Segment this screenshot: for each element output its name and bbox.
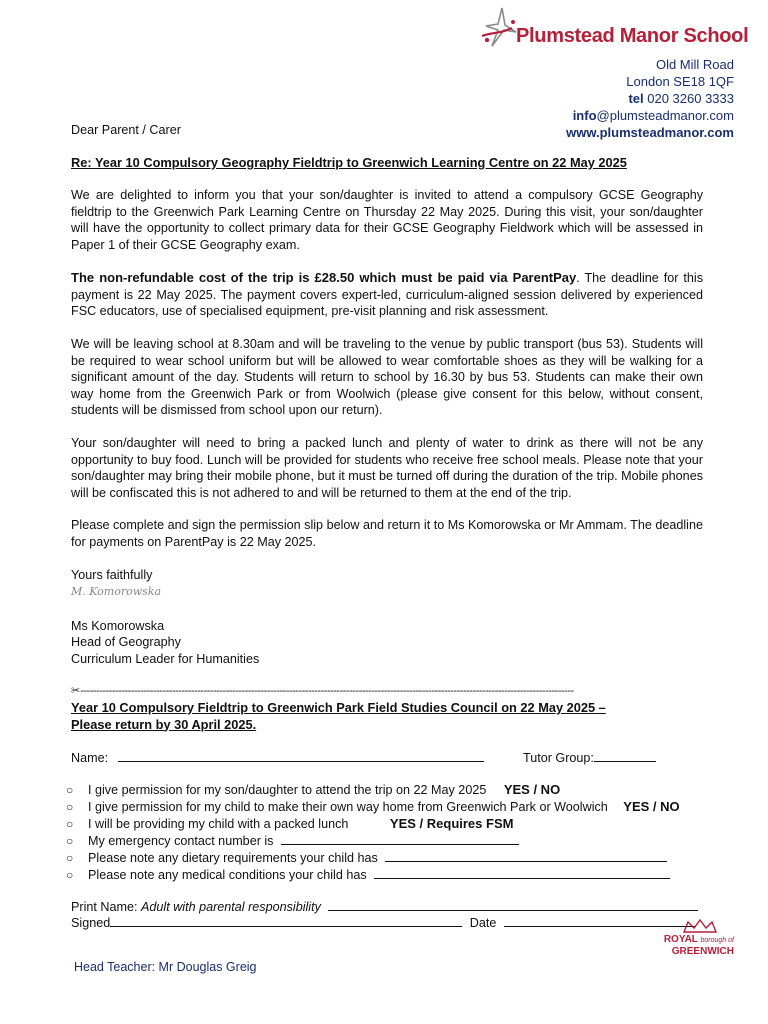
print-name-label: Print Name: — [71, 900, 138, 914]
checkbox-circle-icon[interactable]: ○ — [66, 783, 74, 797]
royal-text: ROYAL — [663, 934, 698, 945]
permission-text: I give permission for my son/daughter to attend the trip on 22 May 2025 — [88, 783, 487, 797]
emergency-contact-label: My emergency contact number is — [88, 834, 274, 848]
dietary-field[interactable] — [385, 850, 667, 862]
paragraph-intro: We are delighted to inform you that your son/daughter is invited to attend a compulsory GCSE Geography fieldtrip to the Greenwich Park Learning Centre on Thursday 22 May 2025. During this visit, your son/daughter will have the opportunity to collect primary data for their GCSE Geography Fieldwork which will be assessed in Paper 1 of their GCSE Geography exam. — [71, 188, 703, 252]
email-link[interactable] — [573, 108, 734, 123]
yes-no-option[interactable]: YES / NO — [503, 782, 561, 797]
medical-label: Please note any medical conditions your child has — [88, 868, 367, 882]
royal-greenwich-logo — [664, 934, 734, 957]
yes-fsm-option[interactable]: YES / Requires FSM — [389, 816, 514, 831]
permission-item-way-home — [88, 799, 680, 816]
school-logo-icon — [478, 6, 520, 50]
signer-role-2: Curriculum Leader for Humanities — [71, 652, 260, 666]
checkbox-circle-icon[interactable]: ○ — [66, 868, 74, 882]
slip-title-line-2: Please return by 30 April 2025. — [71, 716, 257, 732]
borough-of-text: borough of — [700, 937, 734, 944]
yes-no-option[interactable]: YES / NO — [623, 799, 680, 814]
date-label: Date — [469, 916, 497, 930]
cost-bold-text: The non-refundable cost of the trip is £28.50 which must be paid via ParentPay — [71, 270, 577, 285]
print-name-hint: Adult with parental responsibility — [141, 900, 321, 914]
cost-rest-text: . The deadline for this payment is 22 May 2025. The payment covers expert-led, curriculum-aligned session delivered by experienced FSC educators, use of specialised equipment, pre-visit planning and risk assessment. — [71, 271, 704, 319]
checkbox-circle-icon[interactable]: ○ — [66, 851, 74, 865]
emergency-contact-row — [88, 833, 519, 850]
checkbox-circle-icon[interactable]: ○ — [66, 834, 74, 848]
cut-line: ✂------------------------------------------------------------------------------------------------------------------------------------------------------------ — [71, 685, 574, 697]
email-domain: @plumsteadmanor.com — [596, 108, 734, 123]
website-link[interactable] — [566, 125, 734, 140]
dietary-row — [88, 850, 667, 867]
name-label: Name: — [71, 751, 109, 765]
name-row — [71, 750, 484, 767]
salutation: Dear Parent / Carer — [71, 123, 181, 137]
signer-name: Ms Komorowska — [71, 619, 165, 633]
print-name-row — [71, 899, 698, 916]
name-field[interactable] — [118, 750, 484, 762]
paragraph-lunch: Your son/daughter will need to bring a packed lunch and plenty of water to drink as there will not be any opportunity to buy food. Lunch will be provided for students who receive free school meals. Please note that your son/daughter may bring their mobile phone, but it must be turned off during the duration of the trip. Mobile phones will be confiscated this is not adhered to and will be returned to them at the end of the trip. — [71, 436, 703, 500]
tel-number: 020 3260 3333 — [647, 91, 734, 106]
dietary-label: Please note any dietary requirements your child has — [88, 851, 378, 865]
head-teacher: Head Teacher: Mr Douglas Greig — [74, 960, 257, 974]
tutor-group-label: Tutor Group: — [523, 751, 594, 765]
medical-field[interactable] — [374, 867, 670, 879]
checkbox-circle-icon[interactable]: ○ — [66, 817, 74, 831]
permission-text: I give permission for my child to make their own way home from Greenwich Park or Woolwich — [88, 800, 608, 814]
slip-title-line-1: Year 10 Compulsory Fieldtrip to Greenwich Park Field Studies Council on 22 May 2025 – — [71, 700, 606, 715]
medical-row — [88, 867, 670, 884]
royal-greenwich-crown-icon — [680, 918, 720, 934]
signature: M. Komorowska — [71, 585, 162, 598]
date-field[interactable] — [504, 915, 696, 927]
signature-field[interactable] — [110, 915, 462, 927]
letter-subject: Re: Year 10 Compulsory Geography Fieldtrip to Greenwich Learning Centre on 22 May 2025 — [71, 155, 627, 170]
address-line-2: London SE18 1QF — [626, 74, 734, 89]
paragraph-travel: We will be leaving school at 8.30am and will be traveling to the venue by public transport (bus 53). Students will be required to wear school uniform but will be allowed to wear comfortable shoes as they will be walking for a significant amount of the day. Students will return to school by 16.30 by bus 53. Students can make their own way home from the Greenwich Park or from Woolwich (please give consent for this below, without consent, students will be dismissed from school upon our return). — [71, 337, 703, 418]
signed-row — [71, 915, 696, 932]
tutor-group-field[interactable] — [594, 750, 656, 762]
print-name-field[interactable] — [328, 899, 698, 911]
permission-text: I will be providing my child with a packed lunch — [88, 817, 349, 831]
signed-label: Signed — [71, 916, 111, 930]
emergency-contact-field[interactable] — [281, 833, 519, 845]
paragraph-cost — [71, 270, 703, 320]
slip-title — [71, 700, 606, 733]
signer-role-1: Head of Geography — [71, 635, 181, 649]
paragraph-return-slip: Please complete and sign the permission slip below and return it to Ms Komorowska or Mr Ammam. The deadline for payments on ParentPay is 22 May 2025. — [71, 518, 703, 549]
greenwich-text: GREENWICH — [671, 946, 734, 957]
tutor-group-row — [523, 750, 656, 767]
tel-label: tel — [628, 91, 644, 106]
scissors-icon: ✂ — [71, 685, 81, 697]
website-text: www.plumsteadmanor.com — [566, 125, 734, 140]
address-line-1: Old Mill Road — [655, 57, 734, 72]
permission-item-attend — [88, 782, 560, 799]
permission-item-packed-lunch — [88, 816, 513, 833]
email-label: info — [572, 108, 597, 123]
school-name: Plumstead Manor School — [516, 25, 749, 47]
telephone — [628, 91, 734, 106]
checkbox-circle-icon[interactable]: ○ — [66, 800, 74, 814]
closing: Yours faithfully — [71, 568, 153, 582]
